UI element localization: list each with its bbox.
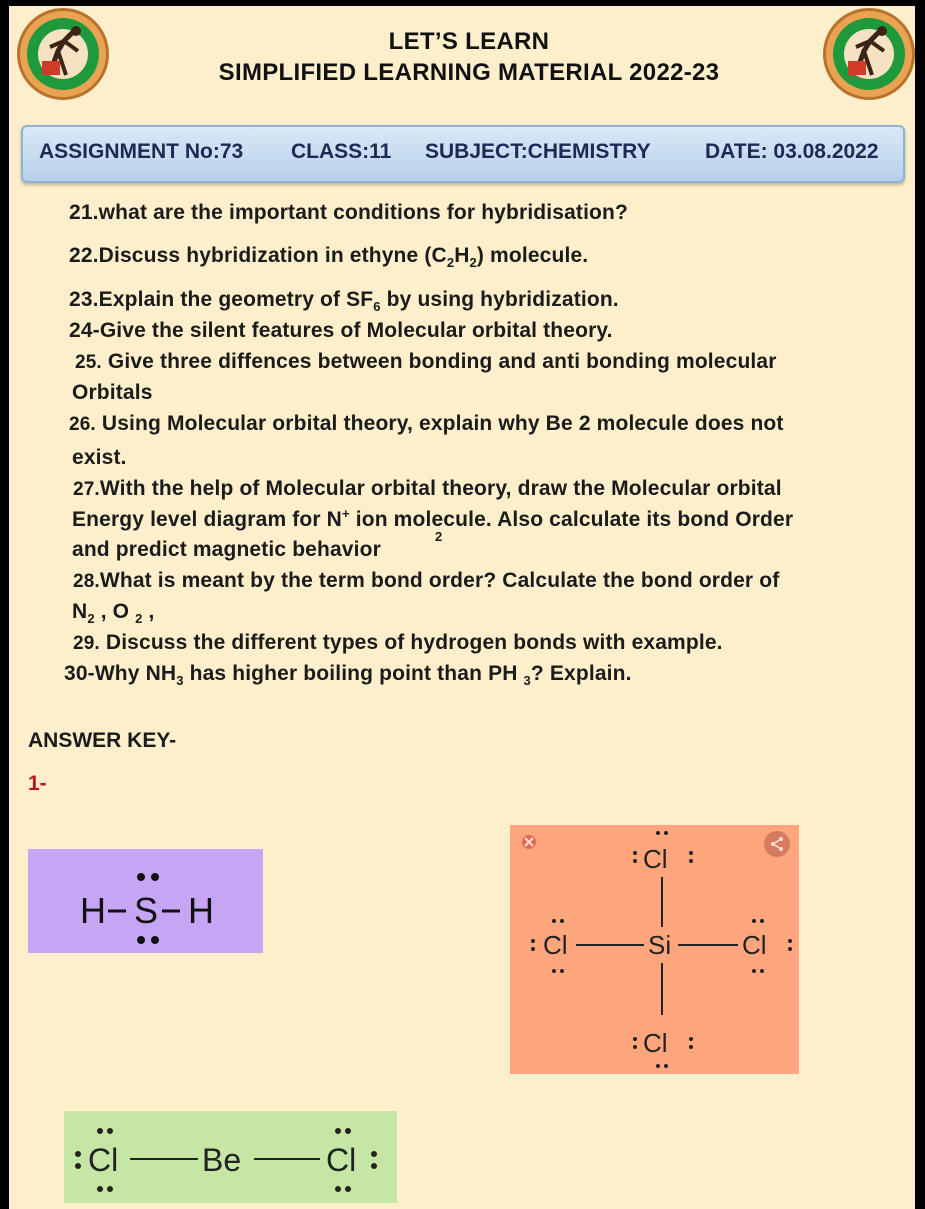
becl2-lewis-structure [64,1111,397,1203]
question-23: 23.Explain the geometry of $SF_6$ by using hybridization. [69,288,619,315]
sicl4-diagram [510,825,799,1074]
h2s-lewis-structure [28,849,263,953]
sicl4-left-cl: Cl [543,930,568,960]
question-26-line-2: exist. [72,446,127,469]
question-30: 30-Why $NH_3$ has higher boiling point than PH $_3$? Explain. [64,662,632,689]
share-icon [764,831,790,857]
assignment-subject: SUBJECT:CHEMISTRY [425,140,651,163]
question-25: 25. Give three diffences between bonding and anti bonding molecular [75,350,777,373]
h2s-right-h: H [188,890,214,931]
sicl4-top-cl: Cl [643,844,668,874]
h2s-diagram [28,849,263,953]
assignment-date: DATE: 03.08.2022 [705,140,879,163]
question-29: 29. Discuss the different types of hydrogen bonds with example. [73,631,723,654]
answer-key-heading: ANSWER KEY- [28,729,177,752]
header-line-1: LET’S LEARN [388,28,550,55]
sicl4-right-cl: Cl [742,930,767,960]
sicl4-lewis-structure [510,825,799,1074]
question-26: 26. Using Molecular orbital theory, explain why Be 2 molecule does not [69,412,784,435]
h2s-sulfur: S [134,890,159,931]
assignment-number: ASSIGNMENT No:73 [39,140,244,163]
answer-number-1: 1- [28,772,47,795]
becl2-left-cl: Cl [88,1142,119,1178]
question-22: 22.Discuss hybridization in ethyne $(C_2H_2)$ molecule. [69,244,589,271]
question-24: 24-Give the silent features of Molecular orbital theory. [69,319,613,342]
question-27-line-2: Energy level diagram for N+ ion molecule. Also calculate its bond Order [72,506,794,531]
school-logo-right [823,8,915,100]
dancer-icon [826,11,912,97]
school-logo-left [17,8,109,100]
becl2-diagram [64,1111,397,1203]
assignment-banner [21,125,905,183]
becl2-beryllium: Be [202,1142,242,1178]
sicl4-bottom-cl: Cl [643,1028,668,1058]
header-line-2: SIMPLIFIED LEARNING MATERIAL 2022-23 [218,59,720,86]
question-27: 27.With the help of Molecular orbital theory, draw the Molecular orbital [73,477,782,500]
worksheet-page [9,6,915,1209]
question-21: 21.what are the important conditions for hybridisation? [69,201,628,224]
h2s-left-h: H [80,890,106,931]
sicl4-silicon: Si [648,930,672,960]
question-27-subscript: 2 [435,529,443,544]
question-27-line-3: and predict magnetic behavior [72,538,381,561]
dancer-icon [20,11,106,97]
question-25-line-2: Orbitals [72,381,153,404]
question-28-line-2: $N_2$ , O $_2$ , [72,600,155,627]
assignment-class: CLASS:11 [291,140,392,163]
becl2-right-cl: Cl [326,1142,357,1178]
question-28: 28.What is meant by the term bond order? Calculate the bond order of [73,569,780,592]
